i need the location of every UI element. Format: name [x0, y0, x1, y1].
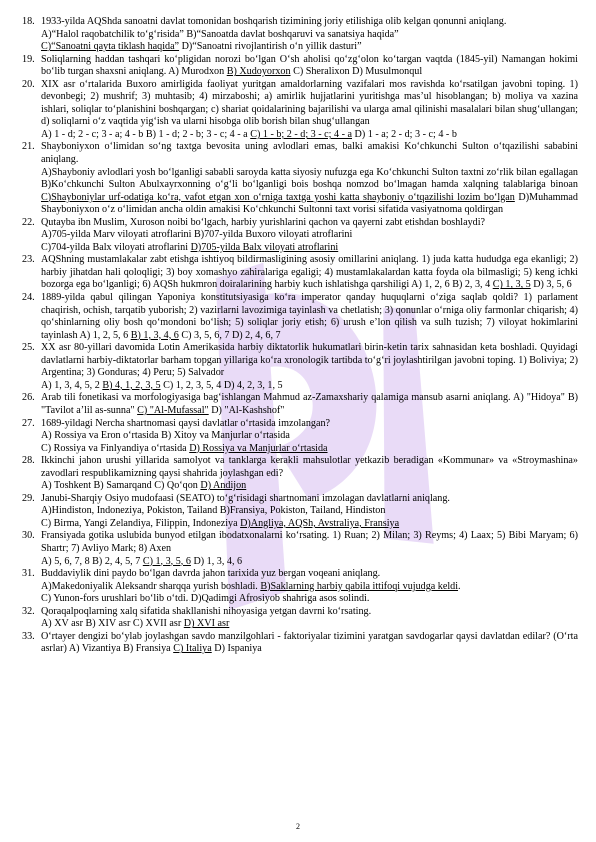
text-segment: D)“Sanoatni rivojlantirish o‘n yillik dasturi”	[179, 41, 362, 53]
question-number: 18.	[22, 16, 35, 27]
answer-options	[41, 430, 578, 443]
correct-answer: B) Xudoyorxon	[226, 66, 291, 78]
question-item	[22, 418, 578, 456]
text-segment: XX asr 80-yillari davomida Lotin Amerikasida harbiy diktatorlik hukumatlari birin-ketin tarix sahnasidan keta boshladi. Quyidagi davlatlarni harbiy-diktatorlar barham topgan yillariga ko‘ra xronologik tartibda to‘g‘ri joylashtirilgan javobni toping. 1) Boliviya; 2) Argentina; 3) Gonduras; 4) Peru; 5) Salvador	[41, 342, 578, 379]
question-text	[41, 141, 578, 166]
question-item	[22, 217, 578, 255]
text-segment: 1889-yilda qabul qilingan Yaponiya konstitutsiyasiga ko‘ra imperator qanday huquqlarni o‘ziga saqlab qoldi? 1) parlament chaqirish, ochish, tarqatib yuborish; 2) vazirlarni lavozimiga tayinlash va chetlatish; 3) qonunlar o‘rniga oliy farmonlar chiqarish; 4) qo‘shinlarning oliy bosh qo‘mondoni bo‘lish; 5) soliqlar joriy etish; 6) urush e’lon qilish va sulh tuzish; 7) viloyat hokimlarini tayinlash A) 1, 2, 5, 6	[41, 292, 578, 341]
question-item	[22, 455, 578, 493]
text-segment: A)705-yilda Marv viloyati atroflarini B)707-yilda Buxoro viloyati atroflarini	[41, 229, 353, 241]
question-text	[41, 455, 578, 480]
text-segment: XIX asr o‘rtalarida Buxoro amirligida faoliyat yuritgan amaldorlarning vazifalari mos ravishda ko‘rsatilgan javobni toping. 1) devonbegi; 2) mushrif; 3) muhtasib; 4) mirzaboshi; a) amirlik hujjatlarini yuritishga mas’ul hisoblangan; b) moliya va xazina ishlari, soliqlar to‘planishini boshqargan; c) shariat qoidalarining bajarilishi va ularga amal qilinishi masalalari bilan shug‘ullangan; d) soliqlarni o‘z vaqtida yig‘ish va ularni hisobga olib borish bilan shug‘ullangan	[41, 78, 578, 128]
text-segment: A) Toshkent B) Samarqand C) Qo‘qon	[41, 480, 201, 492]
text-segment: C)704-yilda Balx viloyati atroflarini	[41, 241, 191, 253]
correct-answer: C)“Sanoatni qayta tiklash haqida”	[41, 41, 180, 53]
text-segment: A)Shayboniy avlodlari yosh bo‘lganligi sababli saroyda katta siyosiy nufuzga ega Ko‘chkunchi Sulton taxtni zo‘rlik bilan egallagan B)Ko‘chkunchi Sulton Abulxayrxonning o‘g‘li bo‘lganligi bois boshqa nomzod bo‘lmagan hamda xalqning talablariga binoan	[41, 166, 578, 191]
text-segment: A)Hindiston, Indoneziya, Pokiston, Tailand B)Fransiya, Pokiston, Tailand, Hindiston	[41, 505, 386, 517]
text-segment: Arab tili fonetikasi va morfologiyasiga bag‘ishlangan Mahmud az-Zamaxshariy qalamiga mansub asarni aniqlang. A) "Hidoya" B) "Tavilot a’lil as-sunna"	[41, 392, 578, 416]
text-segment: D)Muhammad Shayboniyxon o‘z o‘limidan ancha oldin amakisi Ko‘chkunchi Sultonni taxt vorisi sifatida vasiyatnoma qoldirgan	[41, 191, 578, 216]
text-segment: A)Makedoniyalik Aleksandr sharqqa yurish boshladi.	[41, 580, 261, 592]
page-number: 2	[296, 822, 300, 831]
question-list	[22, 16, 578, 656]
correct-answer: C) 1, 3, 5	[492, 279, 531, 291]
text-segment: A) XV asr B) XIV asr C) XVII asr	[41, 618, 184, 630]
answer-options	[41, 618, 578, 631]
question-item	[22, 392, 578, 417]
answer-options	[41, 480, 578, 493]
question-text	[41, 79, 578, 129]
question-text	[41, 254, 578, 292]
question-body	[41, 79, 578, 142]
correct-answer: B)Saklarning harbiy qabila ittifoqi vujudga keldi	[260, 580, 459, 592]
question-body	[41, 254, 578, 292]
question-text	[41, 493, 578, 506]
question-body	[41, 54, 578, 79]
text-segment: D) 3, 5, 6	[530, 279, 572, 291]
question-body	[41, 16, 578, 54]
question-number: 19.	[22, 53, 35, 65]
question-number: 26.	[22, 392, 35, 404]
text-segment: Buddaviylik dini paydo bo‘lgan davrda jahon tarixida yuz bergan voqeani aniqlang.	[41, 568, 381, 580]
question-text	[41, 530, 578, 555]
text-segment: C) Rossiya va Finlyandiya o‘rtasida	[41, 442, 190, 454]
correct-answer: B) 4, 1, 2, 3, 5	[102, 379, 161, 391]
text-segment: C) 3, 5, 6, 7 D) 2, 4, 6, 7	[178, 329, 281, 341]
question-item	[22, 16, 578, 54]
text-segment: Shayboniyxon o‘limidan so‘ng taxtga bevosita uning avlodlari emas, balki amakisi Ko‘chkunchi Sulton o‘tqazilishi sababini aniqlang.	[41, 141, 578, 166]
question-item	[22, 342, 578, 392]
question-number: 23.	[22, 254, 35, 266]
question-body	[41, 606, 578, 631]
question-number: 31.	[22, 568, 35, 580]
text-segment: Qutayba ibn Muslim, Xuroson noibi bo‘lgach, harbiy yurishlarini qachon va qayerni zabt etishdan boshlaydi?	[41, 216, 485, 228]
question-item	[22, 292, 578, 342]
question-number: 29.	[22, 492, 35, 504]
question-number: 27.	[22, 417, 35, 429]
question-text	[41, 418, 578, 431]
text-segment: A) Rossiya va Eron o‘rtasida B) Xitoy va Manjurlar o‘rtasida	[41, 430, 290, 442]
text-segment: .	[458, 580, 461, 592]
question-text	[41, 217, 578, 230]
text-segment: A)“Halol raqobatchilik to‘g‘risida” B)“Sanoatda davlat boshqaruvi va sanatsiya haqida”	[41, 28, 399, 40]
text-segment: A) 1 - d; 2 - c; 3 - a; 4 - b B) 1 - d; 2 - b; 3 - c; 4 - a	[41, 128, 251, 140]
question-body	[41, 292, 578, 342]
answer-options	[41, 443, 578, 456]
question-item	[22, 141, 578, 216]
question-item	[22, 54, 578, 79]
answer-options	[41, 581, 578, 594]
answer-options	[41, 229, 578, 242]
question-number: 24.	[22, 292, 35, 304]
correct-answer: C)Shayboniylar urf-odatiga ko‘ra, vafot etgan xon o‘rniga taxtga yoshi katta shayboniy o‘tqazilishi lozim bo‘lgan	[41, 191, 515, 203]
question-text	[41, 16, 578, 29]
correct-answer: C) 1, 3, 5, 6	[142, 555, 191, 567]
question-body	[41, 631, 578, 656]
question-body	[41, 141, 578, 216]
answer-options	[41, 380, 578, 393]
correct-answer: B) 1, 3, 4, 6	[130, 329, 179, 341]
correct-answer: D)Angliya, AQSh, Avstraliya, Fransiya	[240, 517, 400, 529]
text-segment: D) Ispaniya	[211, 643, 262, 655]
text-segment: Ikkinchi jahon urushi yillarida samolyot va tanklarga kerakli mahsulotlar yetkazib beradigan «Kommunar» va «Stroymashina» zavodlari respublikamizning qaysi shahrida joylashgan edi?	[41, 455, 578, 479]
question-body	[41, 530, 578, 568]
question-text	[41, 568, 578, 581]
question-item	[22, 568, 578, 606]
answer-options	[41, 593, 578, 606]
text-segment: D) 1 - a; 2 - d; 3 - c; 4 - b	[352, 128, 457, 140]
text-segment: 1689-yildagi Nercha shartnomasi qaysi davlatlar o‘rtasida imzolangan?	[41, 417, 331, 429]
answer-options	[41, 129, 578, 142]
question-item	[22, 631, 578, 656]
text-segment: C) 1, 2, 3, 5, 4 D) 4, 2, 3, 1, 5	[160, 379, 283, 391]
question-body	[41, 418, 578, 456]
question-text	[41, 631, 578, 656]
question-body	[41, 217, 578, 255]
text-segment: D) "Al-Kashshof"	[208, 404, 285, 416]
answer-options	[41, 41, 578, 54]
question-item	[22, 79, 578, 142]
answer-options	[41, 556, 578, 569]
text-segment: Qoraqalpoqlarning xalq sifatida shakllanishi nihoyasiga yetgan davrni ko‘rsating.	[41, 605, 372, 617]
question-number: 33.	[22, 630, 35, 642]
question-item	[22, 493, 578, 531]
question-number: 28.	[22, 455, 35, 467]
answer-options	[41, 505, 578, 518]
correct-answer: D) Andijon	[200, 480, 247, 492]
question-body	[41, 455, 578, 493]
text-segment: Soliqlarning haddan tashqari ko‘pligidan norozi bo‘lgan O‘sh aholisi qo‘zg‘olon ko‘targan vaqtda (1845-yil) Namangan hokimi bo‘lib turgan shaxsni aniqlang. A) Murodxon	[41, 53, 578, 78]
text-segment: D) 1, 3, 4, 6	[190, 555, 243, 567]
question-body	[41, 342, 578, 392]
answer-options	[41, 518, 578, 531]
question-number: 20.	[22, 78, 35, 90]
question-number: 30.	[22, 530, 35, 542]
question-text	[41, 54, 578, 79]
correct-answer: C) Italiya	[173, 643, 212, 655]
question-number: 25.	[22, 342, 35, 354]
question-body	[41, 568, 578, 606]
correct-answer: D)705-yilda Balx viloyati atroflarini	[190, 241, 339, 253]
question-item	[22, 530, 578, 568]
correct-answer: D) XVI asr	[183, 618, 230, 630]
correct-answer: D) Rossiya va Manjurlar o‘rtasida	[189, 442, 328, 454]
question-number: 22.	[22, 216, 35, 228]
text-segment: C) Yunon-fors urushlari bo‘lib o‘tdi. D)Qadimgi Afrosiyob shahriga asos solindi.	[41, 593, 370, 605]
text-segment: A) 5, 6, 7, 8 B) 2, 4, 5, 7	[41, 555, 143, 567]
text-segment: Fransiyada gotika uslubida bunyod etilgan ibodatxonalarni ko‘rsating. 1) Ruan; 2) Milan; 3) Reyms; 4) Laax; 5) Bibi Maryam; 6) Shartr; 7) Avliyo Mark; 8) Axen	[41, 530, 578, 554]
question-number: 21.	[22, 141, 35, 153]
text-segment: Janubi-Sharqiy Osiyo mudofaasi (SEATO) to‘g‘risidagi shartnomani imzolagan davlatlarni aniqlang.	[41, 492, 450, 504]
question-body	[41, 493, 578, 531]
text-segment: 1933-yilda AQShda sanoatni davlat tomonidan boshqarish tizimining joriy etilishiga olib kelgan qonunni aniqlang.	[41, 16, 507, 27]
question-text	[41, 606, 578, 619]
question-text	[41, 342, 578, 380]
question-number: 32.	[22, 605, 35, 617]
correct-answer: C) 1 - b; 2 - d; 3 - c; 4 - a	[250, 128, 352, 140]
question-text	[41, 292, 578, 342]
answer-options	[41, 29, 578, 42]
question-body	[41, 392, 578, 417]
text-segment: C) Birma, Yangi Zelandiya, Filippin, Indoneziya	[41, 517, 241, 529]
text-segment: C) Sheralixon D) Musulmonqul	[290, 66, 423, 78]
text-segment: AQShning mustamlakalar zabt etishga ishtiyoq bildirmasligining asosiy omillarini aniqlang. 1) juda katta hududga ega ekanligi; 2) harbiy jihatdan hali qoloqligi; 3) boy xomashyo zahiralariga egaligi; 4) mustamlakalardan katta foyda ola bilmasligi; 5) keng ichki bozorga ega bo‘lganligi; 6) AQSh hukmron doiralarining harbiy kuch ishlatishga qarshiligi A) 1, 2, 6 B) 2, 3, 4	[41, 254, 578, 291]
question-text	[41, 392, 578, 417]
answer-options	[41, 167, 578, 217]
question-item	[22, 254, 578, 292]
question-item	[22, 606, 578, 631]
text-segment: O‘rtayer dengizi bo‘ylab joylashgan savdo manzilgohlari - faktoriyalar tizimini yaratgan savdogarlar qaysi davlatdan edilar? (O‘rta asrlar) A) Vizantiya B) Fransiya	[41, 630, 578, 655]
text-segment: A) 1, 3, 4, 5, 2	[41, 379, 103, 391]
correct-answer: C) "Al-Mufassal"	[137, 404, 209, 416]
answer-options	[41, 242, 578, 255]
